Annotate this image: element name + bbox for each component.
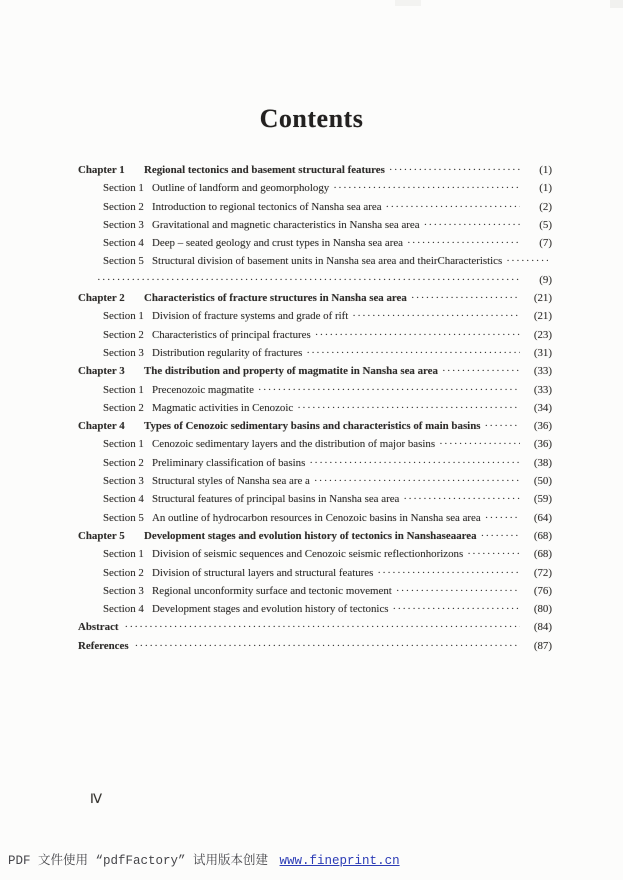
toc-entry <box>78 490 552 508</box>
toc-entry-label: Section 2 <box>103 566 144 579</box>
toc-entry-label: Section 4 <box>103 237 144 250</box>
toc-entry <box>78 509 552 527</box>
toc-entry-page: (31) <box>533 346 552 359</box>
toc-leader-dots <box>97 271 520 289</box>
toc-entry-page: (64) <box>533 511 552 524</box>
watermark-text: PDF 文件使用 “pdfFactory” 试用版本创建 <box>8 854 269 868</box>
toc-entry-page: (1) <box>539 182 552 195</box>
toc-entry-label: Chapter 1 <box>78 164 125 176</box>
toc-entry <box>78 435 552 453</box>
toc-entry <box>78 381 552 399</box>
toc-leader-dots <box>125 618 520 636</box>
toc-entry-page: (7) <box>539 237 552 250</box>
toc-entry <box>78 216 552 234</box>
toc-entry <box>78 271 552 289</box>
toc-entry-page: (9) <box>539 273 552 286</box>
toc-entry-label: Section 3 <box>103 475 144 488</box>
toc-leader-dots <box>352 307 520 325</box>
fineprint-link[interactable]: www.fineprint.cn <box>279 854 400 868</box>
toc-leader-dots <box>315 326 520 344</box>
toc-entry-page: (21) <box>533 292 552 305</box>
toc-entry-title: Introduction to regional tectonics of Nansha sea area <box>152 200 382 213</box>
toc-entry-title: Characteristics of principal fractures <box>152 328 311 341</box>
toc-entry-page: (5) <box>539 218 552 231</box>
scan-artifact <box>610 0 623 8</box>
toc-entry-label: Section 1 <box>103 182 144 195</box>
toc-entry <box>78 417 552 435</box>
toc-entry-page: (33) <box>533 383 552 396</box>
toc-entry-page: (34) <box>533 401 552 414</box>
toc-leader-dots <box>481 527 520 545</box>
toc-entry-title: Preliminary classification of basins <box>152 456 306 469</box>
toc-entry-label: Section 2 <box>103 456 144 469</box>
toc-entry-title: Deep – seated geology and crust types in Nansha sea area <box>152 237 403 250</box>
toc-entry <box>78 600 552 618</box>
toc-entry-label: Abstract <box>78 621 119 634</box>
toc-entry-label: Section 1 <box>103 383 144 396</box>
toc-entry <box>78 472 552 490</box>
toc-entry-label: Chapter 5 <box>78 529 125 542</box>
toc-entry-page: (87) <box>533 639 552 652</box>
toc-leader-dots <box>135 637 520 655</box>
toc-entry <box>78 454 552 472</box>
toc-entry <box>78 252 552 270</box>
toc-entry <box>78 545 552 563</box>
toc-entry-page: (38) <box>533 456 552 469</box>
toc-entry-page: (21) <box>533 310 552 323</box>
toc-leader-dots <box>386 198 520 216</box>
toc-leader-dots <box>314 472 520 490</box>
toc-entry <box>78 234 552 252</box>
toc-entry-title: Structural features of principal basins in Nansha sea area <box>152 493 400 506</box>
toc-entry-label: Section 2 <box>103 200 144 213</box>
toc-entry-page: (80) <box>533 603 552 616</box>
toc-leader-dots <box>333 179 520 197</box>
toc-entry <box>78 289 552 307</box>
toc-entry-page: (23) <box>533 328 552 341</box>
toc-entry-label: Chapter 4 <box>78 420 125 433</box>
toc-entry-label: Section 3 <box>103 218 144 231</box>
toc-entry <box>78 527 552 545</box>
toc-entry <box>78 179 552 197</box>
toc-entry-title: Cenozoic sedimentary layers and the distribution of major basins <box>152 438 436 451</box>
toc-entry-label: Section 5 <box>103 255 144 268</box>
toc-entry-page: (1) <box>539 164 552 176</box>
toc-entry <box>78 582 552 600</box>
toc-entry-label: Section 3 <box>103 346 144 359</box>
toc-entry <box>78 399 552 417</box>
toc-leader-dots <box>442 362 520 380</box>
toc-leader-dots <box>411 289 520 307</box>
toc-entry-page: (50) <box>533 475 552 488</box>
toc-entry-title: The distribution and property of magmatite in Nansha sea area <box>144 365 438 378</box>
toc-entry-label: Section 4 <box>103 493 144 506</box>
toc-leader-dots <box>403 490 520 508</box>
toc-entry-title: Structural division of basement units in Nansha sea area and theirCharacteristics <box>152 255 503 268</box>
toc-leader-dots <box>306 344 520 362</box>
toc-leader-dots <box>393 600 520 618</box>
page-number: Ⅳ <box>90 791 102 806</box>
toc-leader-dots <box>467 545 520 563</box>
toc-entry-label: Section 4 <box>103 603 144 616</box>
toc-entry-title: Development stages and evolution history of tectonics in Nanshaseaarea <box>144 529 477 542</box>
toc-list <box>78 161 552 655</box>
toc-leader-dots <box>309 454 520 472</box>
toc-entry-page: (33) <box>533 365 552 378</box>
toc-entry-page: (84) <box>533 621 552 634</box>
toc-entry-label: Section 1 <box>103 310 144 323</box>
toc-entry-title: An outline of hydrocarbon resources in Cenozoic basins in Nansha sea area <box>152 511 481 524</box>
toc-entry <box>78 637 552 655</box>
toc-entry <box>78 326 552 344</box>
toc-entry-label: Section 5 <box>103 511 144 524</box>
toc-entry-page: (72) <box>533 566 552 579</box>
toc-entry-title: Structural styles of Nansha sea are a <box>152 475 310 488</box>
toc-entry-label: Section 2 <box>103 328 144 341</box>
toc-entry <box>78 307 552 325</box>
toc-leader-dots <box>485 509 520 527</box>
toc-entry-label: Chapter 3 <box>78 365 125 378</box>
toc-entry-page: (2) <box>539 200 552 213</box>
toc-entry-title: Types of Cenozoic sedimentary basins and characteristics of main basins <box>144 420 481 433</box>
toc-entry-title: Regional unconformity surface and tectonic movement <box>152 584 392 597</box>
toc-leader-dots <box>389 161 520 179</box>
toc-entry-title: Magmatic activities in Cenozoic <box>152 401 294 414</box>
toc-leader-dots <box>396 582 520 600</box>
scan-artifact <box>395 0 421 6</box>
toc-entry <box>78 564 552 582</box>
toc-entry-title: Distribution regularity of fractures <box>152 346 303 359</box>
toc-leader-dots <box>439 435 520 453</box>
toc-entry-title: Development stages and evolution history of tectonics <box>152 603 389 616</box>
toc-leader-dots <box>377 564 520 582</box>
toc-entry-title: Division of structural layers and structural features <box>152 566 374 579</box>
toc-entry <box>78 161 552 179</box>
toc-leader-dots <box>258 381 520 399</box>
toc-entry-title: Precenozoic magmatite <box>152 383 254 396</box>
toc-entry-page: (36) <box>533 438 552 451</box>
toc-entry-title: Outline of landform and geomorphology <box>152 182 330 195</box>
toc-entry-label: Section 1 <box>103 548 144 561</box>
toc-leader-dots <box>506 252 548 270</box>
toc-entry <box>78 362 552 380</box>
toc-entry-label: Section 2 <box>103 401 144 414</box>
toc-entry-title: Division of fracture systems and grade of rift <box>152 310 349 323</box>
toc-entry-page: (68) <box>533 529 552 542</box>
toc-entry-label: Section 1 <box>103 438 144 451</box>
toc-leader-dots <box>424 216 520 234</box>
toc-entry-title: Gravitational and magnetic characteristics in Nansha sea area <box>152 218 420 231</box>
toc-entry-label: Section 3 <box>103 584 144 597</box>
toc-entry-page: (76) <box>533 584 552 597</box>
toc-entry-title: Division of seismic sequences and Cenozoic seismic reflectionhorizons <box>152 548 464 561</box>
page-title: Contents <box>259 104 364 133</box>
toc-entry <box>78 344 552 362</box>
toc-entry-label: References <box>78 639 129 652</box>
toc-entry-title: Characteristics of fracture structures in Nansha sea area <box>144 292 407 305</box>
toc-entry <box>78 618 552 636</box>
pdf-watermark <box>8 850 400 868</box>
toc-entry-page: (59) <box>533 493 552 506</box>
toc-leader-dots <box>485 417 521 435</box>
toc-entry-page: (36) <box>533 420 552 433</box>
toc-leader-dots <box>297 399 520 417</box>
toc-entry <box>78 198 552 216</box>
toc-entry-label: Chapter 2 <box>78 292 125 305</box>
toc-entry-title: Regional tectonics and basement structural features <box>144 164 385 176</box>
toc-leader-dots <box>407 234 520 252</box>
toc-entry-page: (68) <box>533 548 552 561</box>
